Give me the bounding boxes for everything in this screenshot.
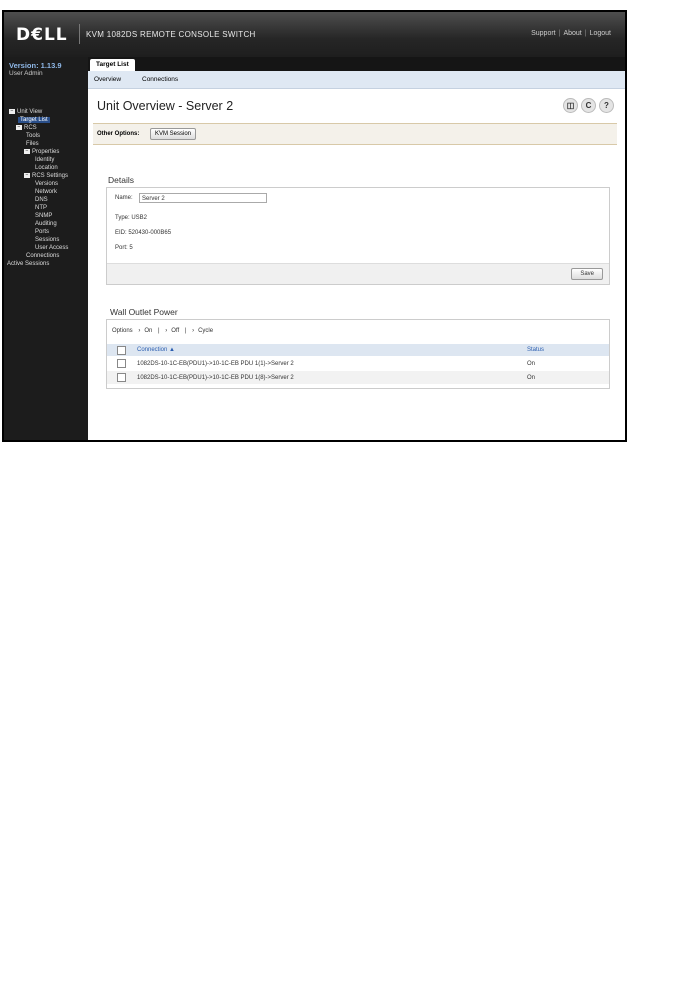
connection-column-header[interactable]: Connection ▲ [137,347,175,353]
save-button[interactable]: Save [571,268,603,280]
tree-item-dns[interactable]: DNS [35,197,48,203]
collapse-icon[interactable]: − [17,124,21,130]
off-option[interactable]: Off [171,328,180,334]
connection-cell: 1082DS-10-1C-EB(PDU1)->10-1C-EB PDU 1(1)->Server 2 [137,361,294,367]
app-window [2,10,627,442]
product-title: KVM 1082DS REMOTE CONSOLE SWITCH [86,30,256,39]
status-column-header[interactable]: Status [527,347,545,353]
tree-item-snmp[interactable]: SNMP [35,213,53,219]
main-content [88,57,625,440]
other-options-bar [93,123,617,145]
select-all-checkbox[interactable] [117,346,126,355]
name-field[interactable]: Server 2 [139,193,267,203]
sidebar [4,57,88,442]
eid-value: EID: 520430-000B65 [115,230,172,236]
collapse-icon[interactable]: − [25,148,29,154]
table-row [107,371,609,384]
row-checkbox[interactable] [117,359,126,368]
collapse-icon[interactable]: − [10,108,14,114]
details-panel [106,187,610,285]
tree-item-location[interactable]: Location [35,165,58,171]
row-checkbox[interactable] [117,373,126,382]
tree-item-auditing[interactable]: Auditing [35,221,57,227]
tree-item-user-access[interactable]: User Access [35,245,69,251]
tree-item-target-list[interactable]: Target List [20,117,48,123]
options-bar: Options › On | › Off | › Cycle [112,328,214,334]
wall-outlet-title: Wall Outlet Power [110,307,178,317]
kvm-session-button[interactable]: KVM Session [150,128,196,140]
tree-item-active-sessions[interactable]: Active Sessions [7,261,50,267]
about-link[interactable]: About [563,30,582,37]
collapse-icon[interactable]: − [25,172,29,178]
tree-item-sessions[interactable]: Sessions [35,237,60,243]
tab-overview[interactable]: Overview [94,76,122,83]
version-label: Version: 1.13.9 [9,61,62,70]
tree-item-network[interactable]: Network [35,189,58,195]
status-cell: On [527,375,536,381]
header-divider [79,24,80,44]
support-link[interactable]: Support [531,30,556,37]
tree-item-unit-view[interactable]: − Unit View [10,108,43,116]
tree-item-rcs-settings[interactable]: − RCS Settings [25,172,69,180]
top-links: Support | About | Logout [531,30,611,37]
dell-logo: D€LL [16,25,68,45]
tree-item-files[interactable]: Files [26,141,39,147]
tab-connections[interactable]: Connections [142,76,179,83]
printer-icon[interactable]: ◫ [563,98,578,113]
tree-item-ntp[interactable]: NTP [35,205,47,211]
tree-item-identity[interactable]: Identity [35,157,55,163]
table-row [107,357,609,370]
tree-item-properties[interactable]: − Properties [25,148,60,156]
tree-item-versions[interactable]: Versions [35,181,59,187]
cycle-option[interactable]: Cycle [198,328,214,334]
tab-target-list[interactable]: Target List [90,59,135,71]
port-value: Port: 5 [115,245,133,251]
tree-item-tools[interactable]: Tools [26,133,41,139]
save-bar [107,263,609,284]
sub-navigation [88,71,625,89]
page-title: Unit Overview - Server 2 [97,99,234,113]
on-option[interactable]: On [144,328,153,334]
logout-link[interactable]: Logout [589,30,611,37]
tab-strip [88,57,625,71]
tree-item-connections[interactable]: Connections [26,253,60,259]
top-header [4,12,625,57]
other-options-label: Other Options: [97,131,140,137]
table-header [107,344,609,356]
refresh-icon[interactable]: C [581,98,596,113]
type-value: Type: USB2 [115,215,148,221]
help-icon[interactable]: ? [599,98,614,113]
status-cell: On [527,361,536,367]
wall-outlet-panel [106,319,610,389]
details-title: Details [108,175,134,185]
options-label: Options [112,328,133,334]
user-label: User Admin [9,70,43,77]
tree-item-ports[interactable]: Ports [35,229,50,235]
name-label: Name: [115,195,133,201]
tree-item-rcs[interactable]: − RCS [17,124,37,132]
connection-cell: 1082DS-10-1C-EB(PDU1)->10-1C-EB PDU 1(8)->Server 2 [137,375,294,381]
